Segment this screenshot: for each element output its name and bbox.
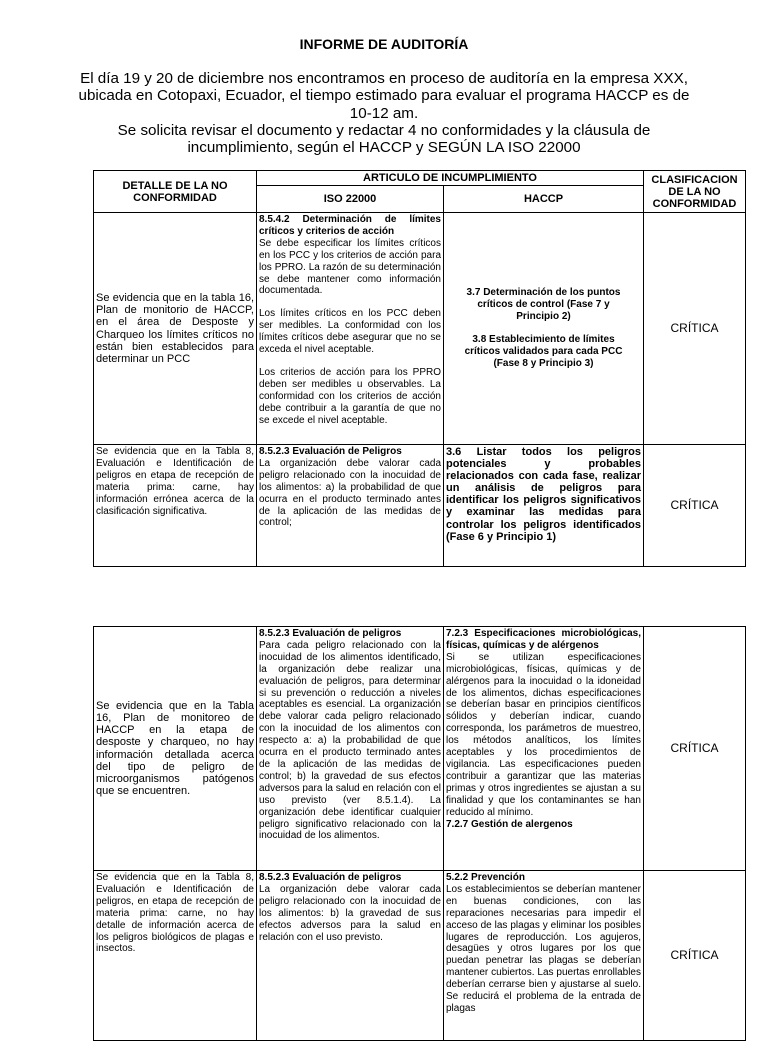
row-detalle: Se evidencia que en la Tabla 16, Plan de monitoreo de HACCP en la etapa de desposte y charqueo, no hay información detallada acerca del tipo de peligro de microorganismos patógenos que se encuentren.	[94, 627, 257, 871]
row-detalle: Se evidencia que en la Tabla 8, Evaluación e Identificación de peligros en etapa de recepción de materia prima: carne, hay información errónea acerca de la clasificación significativa.	[94, 445, 257, 567]
iso-clause-text: Para cada peligro relacionado con la inocuidad de los alimentos identificado, la organización debe realizar una evaluación de peligros, para determinar si su prevención o reducción a niveles aceptables es esencial. La organización debe valorar cada peligro relacionado con la inocuidad de los alimentos con respecto a: a) la probabilidad de que ocurra en el producto terminado antes de la aplicación de las medidas de control; b) la gravedad de sus efectos adversos para la salud en relación con el uso previsto (ver 8.5.1.4). La organización debe identificar cualquier peligro significativo relacionado con la inocuidad de los alimentos.	[259, 639, 441, 842]
row-clasificacion: CRÍTICA	[644, 213, 746, 445]
intro-paragraph-1: El día 19 y 20 de diciembre nos encontramos en proceso de auditoría en la empresa XXX, ubicada en Cotopaxi, Ecuador, el tiempo estimado para evaluar el programa HACCP es de 10-12 am.	[78, 70, 690, 122]
row-clasificacion: CRÍTICA	[644, 871, 746, 1041]
table-row	[94, 627, 746, 871]
row-haccp-cell	[444, 213, 644, 445]
row-iso-cell	[257, 871, 444, 1041]
iso-clause-title: 8.5.2.3 Evaluación de peligros	[259, 872, 402, 883]
intro-paragraph-2: Se solicita revisar el documento y redactar 4 no conformidades y la cláusula de incumplimiento, según el HACCP y SEGÚN LA ISO 22000	[117, 121, 651, 157]
haccp-clause-text: Los establecimientos se deberían mantener en buenas condiciones, con las reparaciones necesarias para impedir el acceso de las plagas y eliminar los posibles lugares de reproducción. Los agujeros, desagües y otros lugares por los que puedan penetrar las plagas se deberían mantener cubiertos. Las puertas enrollables deberían cerrarse bien y ajustarse al suelo. Se reducirá el problema de la entrada de plagas	[446, 883, 641, 1014]
haccp-clause: 3.7 Determinación de los puntos críticos de control (Fase 7 y Principio 2)	[466, 287, 621, 323]
haccp-clause-text: Si se utilizan especificaciones microbiológicas, físicas, químicas y de alérgenos para la inocuidad o la idoneidad de los alimentos, dichas especificaciones se deberían basar en principios científicos sólidos y deberían indicar, cuando corresponda, los parámetros de muestreo, los métodos analíticos, los límites aceptables y los procedimientos de vigilancia. Las especificaciones pueden contribuir a garantizar que las materias primas y otros ingredientes se ajustan a su finalidad y que los contaminantes se han reducido al mínimo.	[446, 651, 641, 818]
iso-clause-text: La organización debe valorar cada peligro relacionado con la inocuidad de los alimentos: b) la gravedad de sus efectos adversos para la salud en relación con el uso previsto.	[259, 883, 441, 943]
row-haccp-cell: 3.6 Listar todos los peligros potenciales y probables relacionados con cada fase, realizar un análisis de peligros para identificar los peligros significativos y examinar las medidas para controlar los peligros identificados (Fase 6 y Principio 1)	[444, 445, 644, 567]
nonconformity-table-part-1	[93, 170, 746, 567]
row-clasificacion: CRÍTICA	[644, 445, 746, 567]
header-detalle: DETALLE DE LA NO CONFORMIDAD	[94, 171, 257, 213]
header-clasificacion: CLASIFICACION DE LA NO CONFORMIDAD	[644, 171, 746, 213]
iso-clause-title: 8.5.4.2 Determinación de límites críticos y criterios de acción	[259, 214, 441, 237]
row-detalle: Se evidencia que en la tabla 16, Plan de monitorio de HACCP, en el área de Desposte y Charqueo los límites críticos no están bien establecidos para determinar un PCC	[94, 213, 257, 445]
iso-clause-text: La organización debe valorar cada peligro relacionado con la inocuidad de los alimentos: a) la probabilidad de que ocurra en el producto terminado antes de la aplicación de las medidas de control;	[259, 457, 441, 529]
row-haccp-cell	[444, 871, 644, 1041]
haccp-clause-title: 7.2.3 Especificaciones microbiológicas, físicas, químicas y de alérgenos	[446, 628, 641, 651]
iso-clause-text: Se debe especificar los límites críticos en los PCC y los criterios de acción para los PPRO. La razón de su determinación se debe mantener como información documentada.	[259, 237, 441, 297]
haccp-clause: 3.8 Establecimiento de límites críticos validados para cada PCC (Fase 8 y Principio 3)	[464, 334, 623, 369]
row-iso-cell	[257, 213, 444, 445]
header-articulo: ARTICULO DE INCUMPLIMIENTO	[257, 171, 644, 186]
intro-text	[74, 70, 694, 156]
iso-clause-title: 8.5.2.3 Evaluación de Peligros	[259, 446, 402, 457]
iso-clause-text: Los límites críticos en los PCC deben ser medibles. La conformidad con los límites críticos debe asegurar que no se exceda el nivel aceptable.	[259, 308, 441, 356]
page-title: INFORME DE AUDITORÍA	[299, 36, 469, 52]
row-clasificacion: CRÍTICA	[644, 627, 746, 871]
header-haccp: HACCP	[444, 186, 644, 213]
row-haccp-cell	[444, 627, 644, 871]
iso-clause-text: Los criterios de acción para los PPRO deben ser medibles u observables. La conformidad con los criterios de acción debe contribuir a la garantía de que no se excede el nivel aceptable.	[259, 366, 441, 426]
row-iso-cell	[257, 627, 444, 871]
row-iso-cell	[257, 445, 444, 567]
table-row	[94, 445, 746, 567]
table-row	[94, 213, 746, 445]
haccp-clause-title: 7.2.7 Gestión de alergenos	[446, 818, 573, 830]
iso-clause-title: 8.5.2.3 Evaluación de peligros	[259, 628, 402, 639]
row-detalle: Se evidencia que en la Tabla 8, Evaluación e Identificación de peligros, en etapa de recepción de materia prima: carne, no hay detalle de información acerca de los peligros biológicos de plagas e insectos.	[94, 871, 257, 1041]
header-iso: ISO 22000	[257, 186, 444, 213]
haccp-clause-title: 5.2.2 Prevención	[446, 872, 525, 883]
nonconformity-table-part-2	[93, 626, 746, 1041]
table-row	[94, 871, 746, 1041]
